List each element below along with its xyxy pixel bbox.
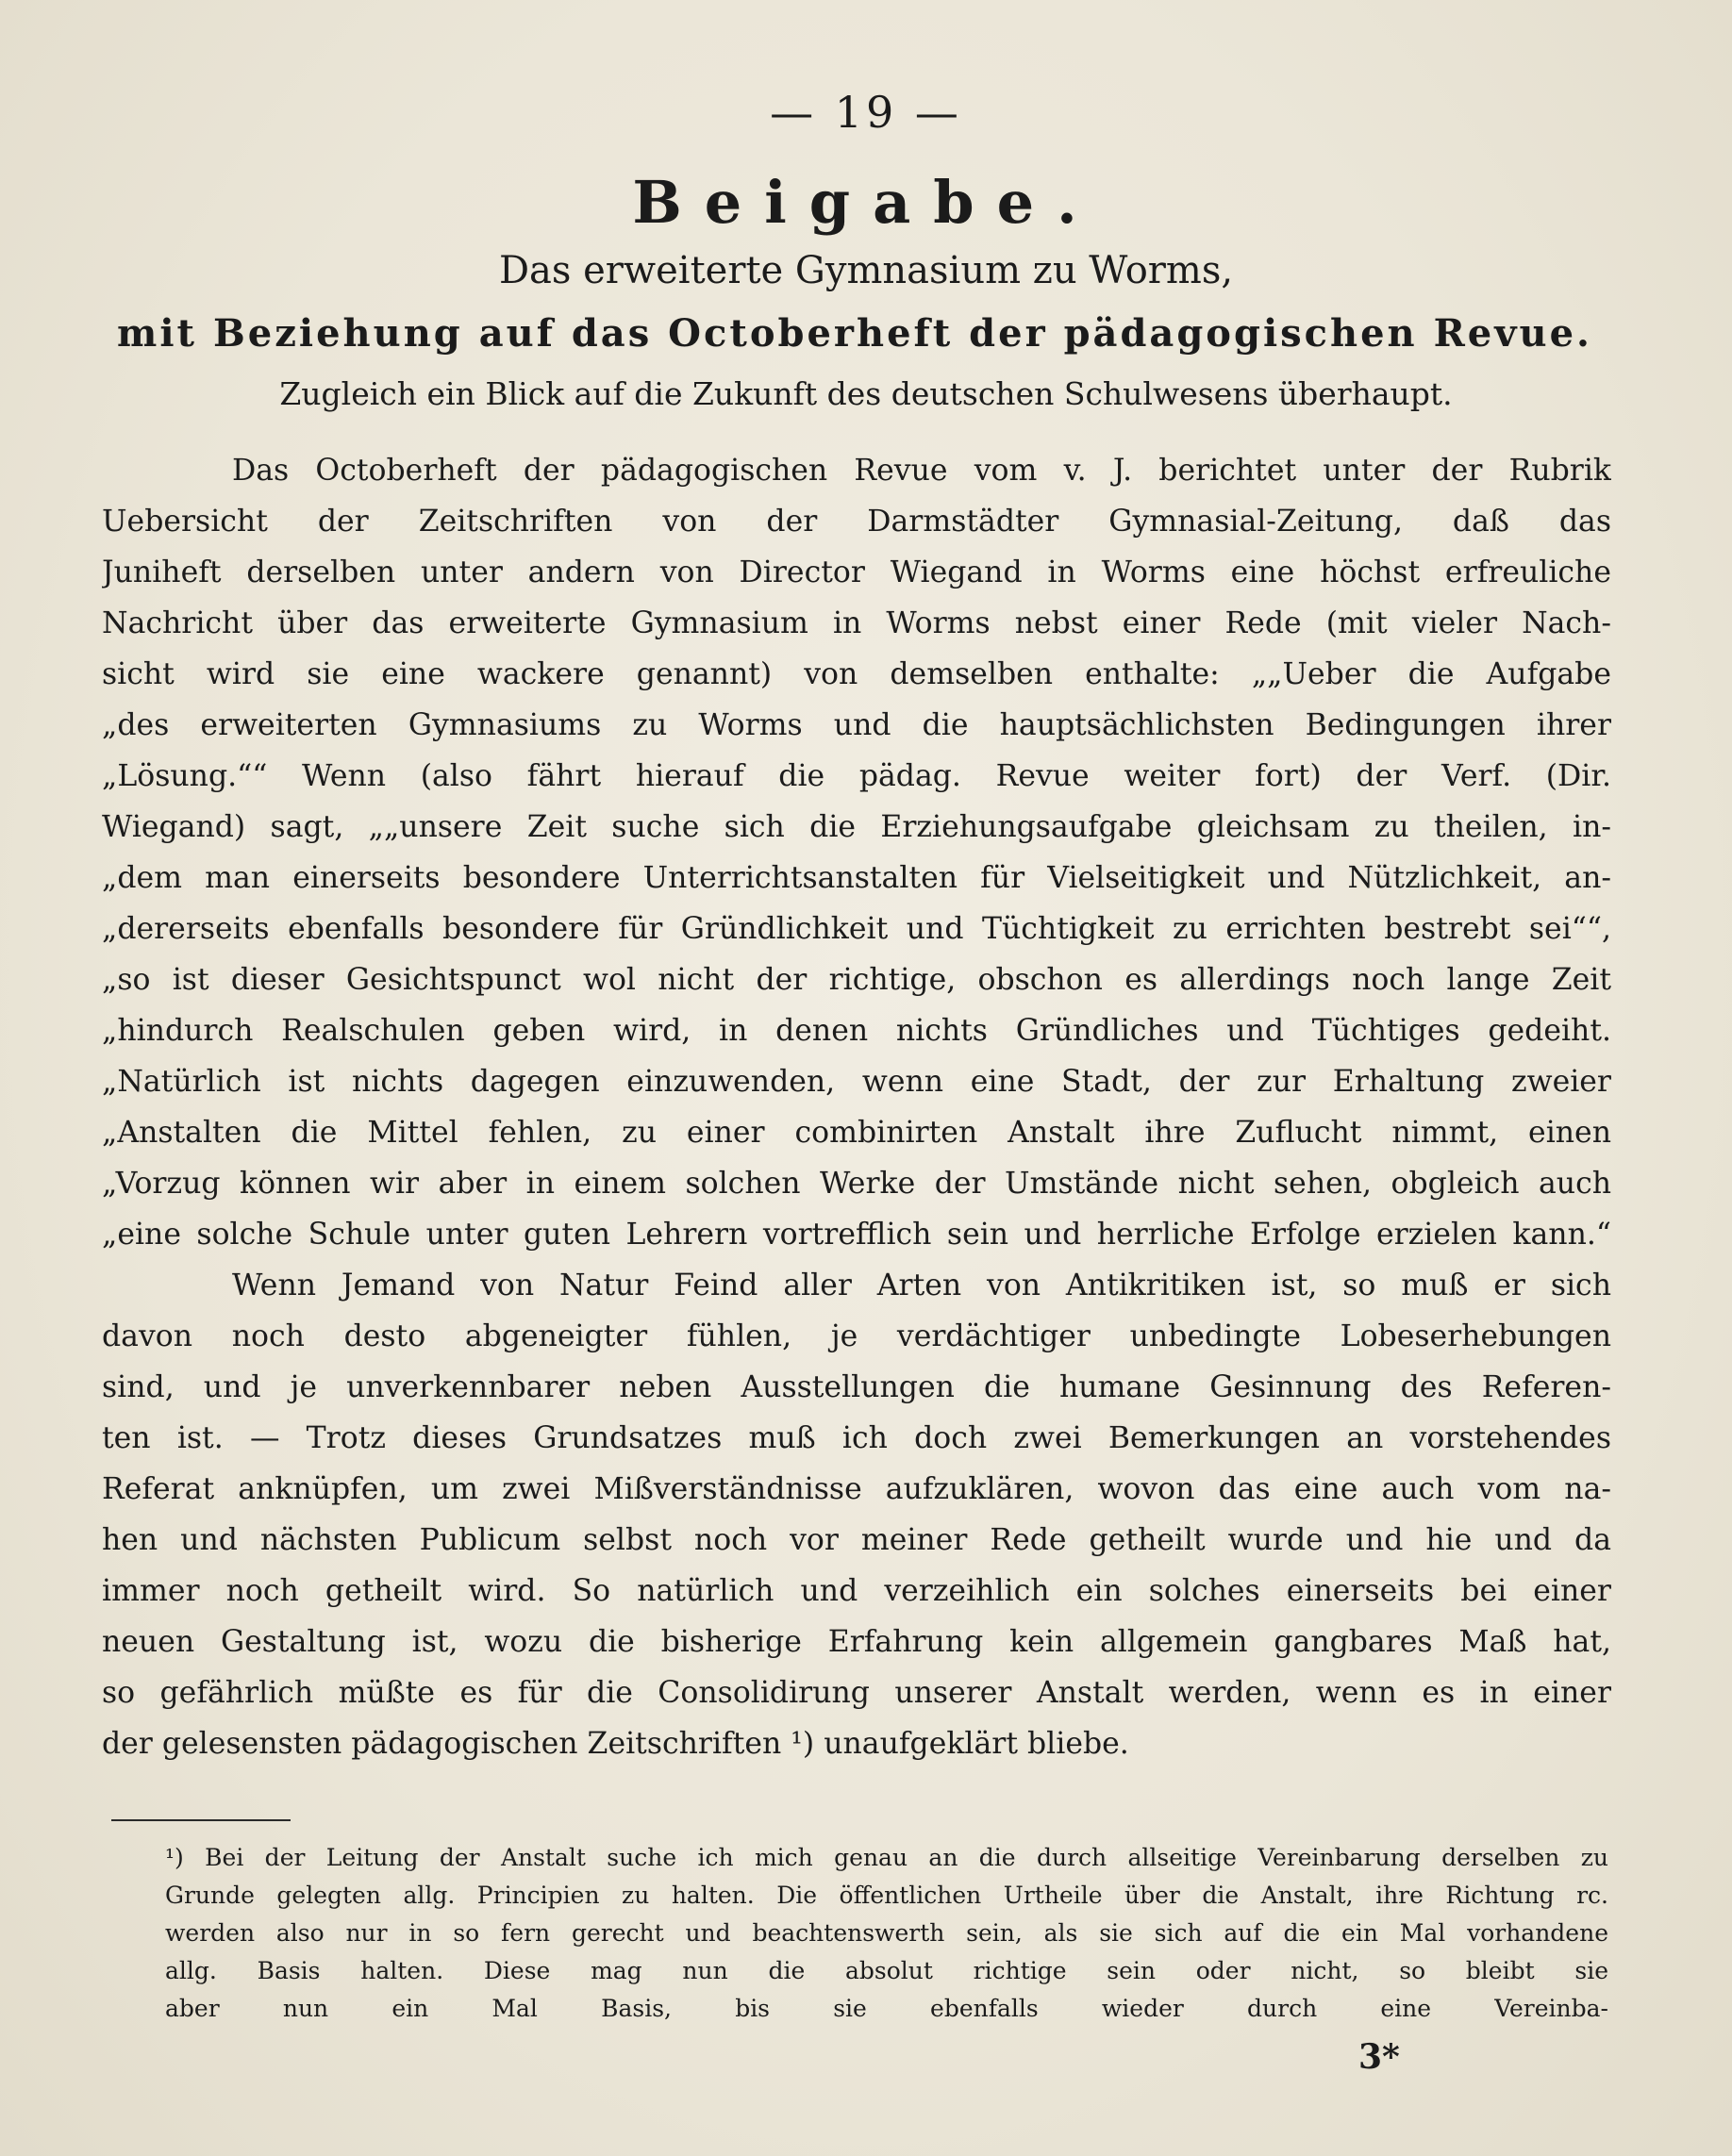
body-line: „hindurch Realschulen geben wird, in denen nichts Gründliches und Tüchtiges gedeiht. — [102, 1014, 1611, 1048]
body-line: Referat anknüpfen, um zwei Mißverständnisse aufzuklären, wovon das eine auch vom na- — [102, 1472, 1611, 1506]
body-line: „Anstalten die Mittel fehlen, zu einer combinirten Anstalt ihre Zuflucht nimmt, einen — [102, 1116, 1611, 1150]
footnote-line: aber nun ein Mal Basis, bis sie ebenfalls wieder durch eine Vereinba- — [165, 1995, 1608, 2022]
footnote-line: Grunde gelegten allg. Principien zu halten. Die öffentlichen Urtheile über die Anstalt, ihre Richtung rc. — [165, 1882, 1608, 1909]
body-line: neuen Gestaltung ist, wozu die bisherige Erfahrung kein allgemein gangbares Maß hat, — [102, 1625, 1611, 1659]
body-line: ten ist. — Trotz dieses Grundsatzes muß ich doch zwei Bemerkungen an vorstehendes — [102, 1421, 1611, 1455]
body-line: so gefährlich müßte es für die Consolidirung unserer Anstalt werden, wenn es in einer — [102, 1676, 1611, 1710]
body-line: Wiegand) sagt, „„unsere Zeit suche sich die Erziehungsaufgabe gleichsam zu theilen, in- — [102, 810, 1611, 844]
body-line: „Natürlich ist nichts dagegen einzuwenden, wenn eine Stadt, der zur Erhaltung zweier — [102, 1065, 1611, 1099]
body-line: „des erweiterten Gymnasiums zu Worms und die hauptsächlichsten Bedingungen ihrer — [102, 708, 1611, 742]
footnote-line: werden also nur in so fern gerecht und beachtenswerth sein, als sie sich auf die ein Mal vorhandene — [165, 1919, 1608, 1947]
signature-mark: 3* — [1358, 2037, 1400, 2077]
body-line: Wenn Jemand von Natur Feind aller Arten von Antikritiken ist, so muß er sich — [232, 1269, 1611, 1302]
body-line: immer noch getheilt wird. So natürlich und verzeihlich ein solches einerseits bei einer — [102, 1574, 1611, 1608]
footnote-separator — [111, 1819, 291, 1821]
footnote-line: ¹) Bei der Leitung der Anstalt suche ich mich genau an die durch allseitige Vereinbarung derselben zu — [165, 1844, 1608, 1871]
body-line: „dem man einerseits besondere Unterrichtsanstalten für Vielseitigkeit und Nützlichkeit, an- — [102, 861, 1611, 895]
body-line: davon noch desto abgeneigter fühlen, je verdächtiger unbedingte Lobeserhebungen — [102, 1319, 1611, 1353]
body-line: der gelesensten pädagogischen Zeitschriften ¹) unaufgeklärt bliebe. — [102, 1727, 1129, 1761]
body-line: „so ist dieser Gesichtspunct wol nicht der richtige, obschon es allerdings noch lange Zeit — [102, 963, 1611, 997]
body-line: Juniheft derselben unter andern von Director Wiegand in Worms eine höchst erfreuliche — [102, 556, 1611, 589]
body-line: Uebersicht der Zeitschriften von der Darmstädter Gymnasial-Zeitung, daß das — [102, 505, 1611, 539]
footnote-line: allg. Basis halten. Diese mag nun die absolut richtige sein oder nicht, so bleibt sie — [165, 1957, 1608, 1984]
body-line: Das Octoberheft der pädagogischen Revue vom v. J. berichtet unter der Rubrik — [232, 454, 1611, 488]
body-line: hen und nächsten Publicum selbst noch vor meiner Rede getheilt wurde und hie und da — [102, 1523, 1611, 1557]
body-line: „dererseits ebenfalls besondere für Gründlichkeit und Tüchtigkeit zu errichten bestrebt sei““, — [102, 912, 1611, 946]
body-line: „Lösung.““ Wenn (also fährt hierauf die pädag. Revue weiter fort) der Verf. (Dir. — [102, 759, 1611, 793]
body-text — [102, 445, 1611, 1769]
body-line: Nachricht über das erweiterte Gymnasium in Worms nebst einer Rede (mit vieler Nach- — [102, 606, 1611, 640]
footnote — [165, 1839, 1608, 2028]
section-title: Beigabe. — [632, 168, 1100, 237]
body-line: sind, und je unverkennbarer neben Ausstellungen die humane Gesinnung des Referen- — [102, 1370, 1611, 1404]
body-line: „eine solche Schule unter guten Lehrern vortrefflich sein und herrliche Erfolge erzielen kann.“ — [102, 1218, 1611, 1252]
body-line: „Vorzug können wir aber in einem solchen Werke der Umstände nicht sehen, obgleich auch — [102, 1167, 1611, 1201]
body-line: sicht wird sie eine wackere genannt) von demselben enthalte: „„Ueber die Aufgabe — [102, 657, 1611, 691]
subtitle-line-1: Das erweiterte Gymnasium zu Worms, — [498, 249, 1234, 292]
subtitle-line-2: mit Beziehung auf das Octoberheft der pädagogischen Revue. — [117, 311, 1592, 356]
subtitle-line-3: Zugleich ein Blick auf die Zukunft des deutschen Schulwesens überhaupt. — [279, 375, 1453, 412]
page-number: — 19 — — [770, 87, 962, 138]
